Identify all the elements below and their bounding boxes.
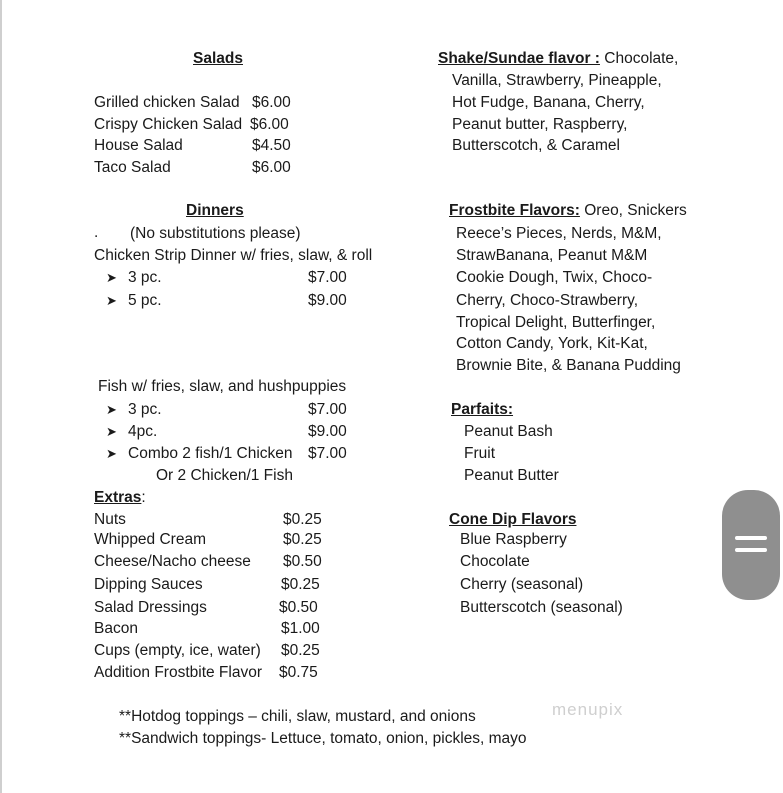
frostbite-flavor-line: Cotton Candy, York, Kit-Kat, <box>456 335 648 352</box>
arrow-bullet-icon: ➤ <box>106 446 117 461</box>
arrow-bullet-icon: ➤ <box>106 424 117 439</box>
option-row <box>106 423 157 441</box>
option-price: $9.00 <box>308 423 347 440</box>
menu-item-name: House Salad <box>94 137 183 154</box>
shake-line <box>438 50 678 68</box>
arrow-bullet-icon: ➤ <box>106 402 117 417</box>
extras-colon: : <box>141 489 146 506</box>
frostbite-flavors-first: Oreo, Snickers <box>579 202 687 219</box>
option-label: 4pc. <box>128 423 158 440</box>
substitution-note: (No substitutions please) <box>130 225 301 242</box>
option-price: $7.00 <box>308 269 347 286</box>
option-price: $9.00 <box>308 292 347 309</box>
parfait-item: Peanut Butter <box>464 467 559 484</box>
menu-item-price: $6.00 <box>252 94 291 111</box>
menu-toggle-button[interactable] <box>722 490 780 600</box>
parfait-item: Peanut Bash <box>464 423 553 440</box>
shake-flavor-line: Hot Fudge, Banana, Cherry, <box>452 94 645 111</box>
menu-item-price: $6.00 <box>250 116 289 133</box>
option-label: 5 pc. <box>128 292 162 309</box>
extra-item-name: Cups (empty, ice, water) <box>94 642 261 659</box>
extra-item-price: $0.25 <box>281 576 320 593</box>
arrow-bullet-icon: ➤ <box>106 293 117 308</box>
frostbite-line <box>449 202 687 220</box>
extra-item-price: $0.75 <box>279 664 318 681</box>
page-border <box>0 0 2 793</box>
option-price: $7.00 <box>308 401 347 418</box>
extras-heading: Extras <box>94 489 142 506</box>
shake-flavors-first: Chocolate, <box>599 50 679 67</box>
menupix-watermark: menupix <box>552 700 624 719</box>
menu-item-name: Taco Salad <box>94 159 171 176</box>
extra-item-name: Whipped Cream <box>94 531 206 548</box>
fish-dinner-title: Fish w/ fries, slaw, and hushpuppies <box>98 378 347 395</box>
shake-flavor-line: Vanilla, Strawberry, Pineapple, <box>452 72 662 89</box>
option-row <box>106 401 162 419</box>
menu-item-name: Crispy Chicken Salad <box>94 116 243 133</box>
salads-heading: Salads <box>193 50 243 67</box>
extra-item-name: Bacon <box>94 620 138 637</box>
chicken-dinner-title: Chicken Strip Dinner w/ fries, slaw, & roll <box>94 247 373 264</box>
extra-item-name: Salad Dressings <box>94 599 207 616</box>
extra-item-price: $0.50 <box>283 553 322 570</box>
extra-item-name: Addition Frostbite Flavor <box>94 664 262 681</box>
extras-heading-row <box>94 489 146 507</box>
extra-item-price: $1.00 <box>281 620 320 637</box>
frostbite-flavor-line: Cookie Dough, Twix, Choco- <box>456 269 653 286</box>
option-label: 3 pc. <box>128 269 162 286</box>
shake-heading: Shake/Sundae flavor : <box>438 50 600 67</box>
cone-dip-item: Chocolate <box>460 553 530 570</box>
frostbite-flavor-line: Cherry, Choco-Strawberry, <box>456 292 639 309</box>
shake-flavor-line: Butterscotch, & Caramel <box>452 137 620 154</box>
sandwich-toppings-note: **Sandwich toppings- Lettuce, tomato, onion, pickles, mayo <box>119 730 527 747</box>
shake-flavor-line: Peanut butter, Raspberry, <box>452 116 628 133</box>
frostbite-heading: Frostbite Flavors: <box>449 202 580 219</box>
frostbite-flavor-line: StrawBanana, Peanut M&M <box>456 247 648 264</box>
extra-item-price: $0.25 <box>283 531 322 548</box>
option-row <box>106 445 293 463</box>
extra-item-price: $0.50 <box>279 599 318 616</box>
dinners-heading: Dinners <box>186 202 244 219</box>
extra-item-price: $0.25 <box>281 642 320 659</box>
option-label: 3 pc. <box>128 401 162 418</box>
parfaits-heading: Parfaits: <box>451 401 514 418</box>
menu-item-price: $6.00 <box>252 159 291 176</box>
option-label: Combo 2 fish/1 Chicken <box>128 445 293 462</box>
cone-dip-item: Butterscotch (seasonal) <box>460 599 623 616</box>
hotdog-toppings-note: **Hotdog toppings – chili, slaw, mustard, and onions <box>119 708 476 725</box>
extra-item-price: $0.25 <box>283 511 322 528</box>
extra-item-name: Cheese/Nacho cheese <box>94 553 251 570</box>
bullet-dot: . <box>94 224 99 241</box>
frostbite-flavor-line: Reece’s Pieces, Nerds, M&M, <box>456 225 662 242</box>
hamburger-icon <box>735 536 767 540</box>
combo-alternative: Or 2 Chicken/1 Fish <box>156 467 293 484</box>
option-row <box>106 269 162 287</box>
menu-item-name: Grilled chicken Salad <box>94 94 240 111</box>
arrow-bullet-icon: ➤ <box>106 270 117 285</box>
extra-item-name: Nuts <box>94 511 126 528</box>
option-row <box>106 292 162 310</box>
frostbite-flavor-line: Tropical Delight, Butterfinger, <box>456 314 656 331</box>
parfait-item: Fruit <box>464 445 495 462</box>
extra-item-name: Dipping Sauces <box>94 576 203 593</box>
hamburger-icon <box>735 548 767 552</box>
cone-dip-heading: Cone Dip Flavors <box>449 511 577 528</box>
menu-item-price: $4.50 <box>252 137 291 154</box>
cone-dip-item: Cherry (seasonal) <box>460 576 584 593</box>
frostbite-flavor-line: Brownie Bite, & Banana Pudding <box>456 357 681 374</box>
option-price: $7.00 <box>308 445 347 462</box>
cone-dip-item: Blue Raspberry <box>460 531 567 548</box>
